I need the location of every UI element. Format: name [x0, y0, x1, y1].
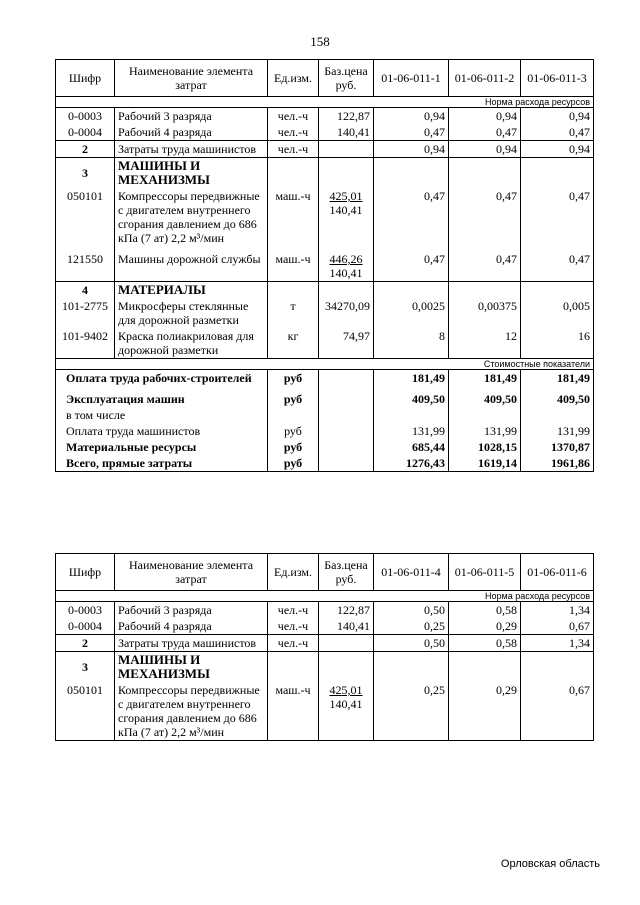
row-name: Затраты труда машинистов: [115, 141, 268, 158]
cost-row: [56, 407, 594, 423]
row-code: 2: [56, 635, 115, 652]
row-value: 16: [521, 328, 594, 359]
row-name: Компрессоры передвижные с двигателем внутреннего сгорания давлением до 686 кПа (7 ат) 2,2 м³/мин: [115, 682, 268, 741]
cost-value: 131,99: [521, 423, 594, 439]
row-unit: чел.-ч: [268, 124, 319, 141]
cost-value: 1028,15: [449, 439, 521, 455]
norm-label: Норма расхода ресурсов: [56, 97, 594, 108]
row-name: Рабочий 3 разряда: [115, 602, 268, 619]
row-unit: чел.-ч: [268, 108, 319, 125]
table-row: [56, 188, 594, 246]
row-value: 0,47: [521, 124, 594, 141]
row-value: 0,25: [374, 618, 449, 635]
row-name: Микросферы стеклянные для дорожной разметки: [115, 298, 268, 328]
header-col-4: 01-06-011-4: [374, 554, 449, 591]
cost-name: Оплата труда машинистов: [56, 423, 268, 439]
cost-value: 409,50: [521, 386, 594, 407]
cost-name: Эксплуатация машин: [56, 386, 268, 407]
price-labor: 140,41: [329, 203, 363, 217]
cost-value: 1370,87: [521, 439, 594, 455]
header-unit: Ед.изм.: [268, 554, 319, 591]
section-code: 3: [56, 652, 115, 683]
header-col-6: 01-06-011-6: [521, 554, 594, 591]
row-code: 050101: [56, 682, 115, 741]
table-header-row: [56, 554, 594, 591]
row-price: 122,87: [319, 602, 374, 619]
row-value: 0,0025: [374, 298, 449, 328]
header-col-3: 01-06-011-3: [521, 60, 594, 97]
cost-unit: руб: [268, 423, 319, 439]
cost-row: [56, 455, 594, 472]
row-value: 1,34: [521, 602, 594, 619]
section-row: [56, 652, 594, 683]
table-row: [56, 682, 594, 741]
cost-label-row: [56, 359, 594, 370]
row-value: 0,47: [449, 246, 521, 282]
cost-value: 409,50: [374, 386, 449, 407]
row-value: 0,94: [521, 141, 594, 158]
cost-value: 131,99: [374, 423, 449, 439]
cost-value: 181,49: [374, 370, 449, 387]
table-row: [56, 141, 594, 158]
price-main: 446,26: [329, 252, 363, 266]
price-main: 425,01: [329, 189, 363, 203]
row-unit: маш.-ч: [268, 188, 319, 246]
row-code: 0-0003: [56, 108, 115, 125]
row-code: 0-0003: [56, 602, 115, 619]
price-labor: 140,41: [329, 266, 363, 280]
row-unit: кг: [268, 328, 319, 359]
row-value: 0,58: [449, 635, 521, 652]
cost-unit: руб: [268, 386, 319, 407]
row-value: 0,50: [374, 635, 449, 652]
row-name: Рабочий 3 разряда: [115, 108, 268, 125]
table-row: [56, 602, 594, 619]
section-row: [56, 282, 594, 299]
section-title: МАТЕРИАЛЫ: [115, 282, 268, 299]
table-row: [56, 124, 594, 141]
row-price: [319, 246, 374, 282]
row-value: 0,00375: [449, 298, 521, 328]
row-value: 0,005: [521, 298, 594, 328]
cost-unit: руб: [268, 370, 319, 387]
row-price: [319, 141, 374, 158]
header-name: Наименование элемента затрат: [115, 554, 268, 591]
cost-row: [56, 439, 594, 455]
row-name: Рабочий 4 разряда: [115, 618, 268, 635]
row-value: 0,47: [521, 246, 594, 282]
cost-value: 1276,43: [374, 455, 449, 472]
row-code: 101-2775: [56, 298, 115, 328]
row-value: 0,94: [374, 141, 449, 158]
row-code: 0-0004: [56, 124, 115, 141]
cost-name: Оплата труда рабочих-строителей: [56, 370, 268, 387]
row-value: 0,47: [374, 188, 449, 246]
cost-name: Материальные ресурсы: [56, 439, 268, 455]
footer-region: Орловская область: [500, 858, 600, 870]
row-value: 0,47: [374, 246, 449, 282]
header-unit: Ед.изм.: [268, 60, 319, 97]
row-value: 0,94: [449, 141, 521, 158]
row-value: 1,34: [521, 635, 594, 652]
row-value: 12: [449, 328, 521, 359]
header-col-1: 01-06-011-1: [374, 60, 449, 97]
header-code: Шифр: [56, 60, 115, 97]
cost-value: 409,50: [449, 386, 521, 407]
table-row: [56, 328, 594, 359]
price-main: 425,01: [329, 683, 363, 697]
row-code: 2: [56, 141, 115, 158]
row-price: [319, 188, 374, 246]
cost-value: 1961,86: [521, 455, 594, 472]
header-name: Наименование элемента затрат: [115, 60, 268, 97]
row-value: 0,58: [449, 602, 521, 619]
cost-row: [56, 370, 594, 387]
row-value: 0,67: [521, 682, 594, 741]
row-name: Краска полиакриловая для дорожной разметки: [115, 328, 268, 359]
section-code: 4: [56, 282, 115, 299]
row-name: Компрессоры передвижные с двигателем внутреннего сгорания давлением до 686 кПа (7 ат) 2,2 м³/мин: [115, 188, 268, 246]
cost-unit: руб: [268, 455, 319, 472]
row-value: 0,25: [374, 682, 449, 741]
row-value: 0,29: [449, 682, 521, 741]
header-price: Баз.цена руб.: [319, 60, 374, 97]
row-value: 0,50: [374, 602, 449, 619]
row-unit: маш.-ч: [268, 246, 319, 282]
row-unit: маш.-ч: [268, 682, 319, 741]
cost-value: 181,49: [521, 370, 594, 387]
norm-label-row: [56, 591, 594, 602]
resource-table-2: [55, 553, 594, 741]
row-name: Машины дорожной службы: [115, 246, 268, 282]
row-price: 140,41: [319, 618, 374, 635]
row-unit: чел.-ч: [268, 141, 319, 158]
table-row: [56, 108, 594, 125]
cost-value: 181,49: [449, 370, 521, 387]
header-col-2: 01-06-011-2: [449, 60, 521, 97]
row-unit: чел.-ч: [268, 635, 319, 652]
row-price: 34270,09: [319, 298, 374, 328]
cost-row: [56, 423, 594, 439]
cost-name: в том числе: [56, 407, 268, 423]
norm-label-row: [56, 97, 594, 108]
header-col-5: 01-06-011-5: [449, 554, 521, 591]
row-value: 0,67: [521, 618, 594, 635]
header-price: Баз.цена руб.: [319, 554, 374, 591]
row-price: 140,41: [319, 124, 374, 141]
row-value: 0,47: [374, 124, 449, 141]
table-row: [56, 618, 594, 635]
header-code: Шифр: [56, 554, 115, 591]
row-price: 122,87: [319, 108, 374, 125]
row-value: 8: [374, 328, 449, 359]
cost-value: 1619,14: [449, 455, 521, 472]
resource-table-1: [55, 59, 594, 472]
page-number: 158: [310, 34, 330, 49]
table-row: [56, 246, 594, 282]
row-code: 050101: [56, 188, 115, 246]
row-value: 0,94: [374, 108, 449, 125]
row-price: [319, 635, 374, 652]
row-value: 0,94: [521, 108, 594, 125]
row-value: 0,29: [449, 618, 521, 635]
cost-label: Стоимостные показатели: [56, 359, 594, 370]
row-unit: чел.-ч: [268, 618, 319, 635]
row-unit: чел.-ч: [268, 602, 319, 619]
norm-label: Норма расхода ресурсов: [56, 591, 594, 602]
cost-value: 685,44: [374, 439, 449, 455]
cost-value: 131,99: [449, 423, 521, 439]
section-code: 3: [56, 158, 115, 189]
row-value: 0,47: [449, 188, 521, 246]
cost-row: [56, 386, 594, 407]
table-row: [56, 635, 594, 652]
row-value: 0,47: [521, 188, 594, 246]
cost-unit: руб: [268, 439, 319, 455]
section-title: МАШИНЫ И МЕХАНИЗМЫ: [115, 158, 268, 189]
table-header-row: [56, 60, 594, 97]
row-unit: т: [268, 298, 319, 328]
price-labor: 140,41: [329, 697, 363, 711]
section-title: МАШИНЫ И МЕХАНИЗМЫ: [115, 652, 268, 683]
section-row: [56, 158, 594, 189]
row-name: Рабочий 4 разряда: [115, 124, 268, 141]
row-code: 121550: [56, 246, 115, 282]
row-value: 0,94: [449, 108, 521, 125]
row-code: 101-9402: [56, 328, 115, 359]
table-row: [56, 298, 594, 328]
row-price: 74,97: [319, 328, 374, 359]
row-code: 0-0004: [56, 618, 115, 635]
row-price: [319, 682, 374, 741]
row-value: 0,47: [449, 124, 521, 141]
cost-name: Всего, прямые затраты: [56, 455, 268, 472]
row-name: Затраты труда машинистов: [115, 635, 268, 652]
